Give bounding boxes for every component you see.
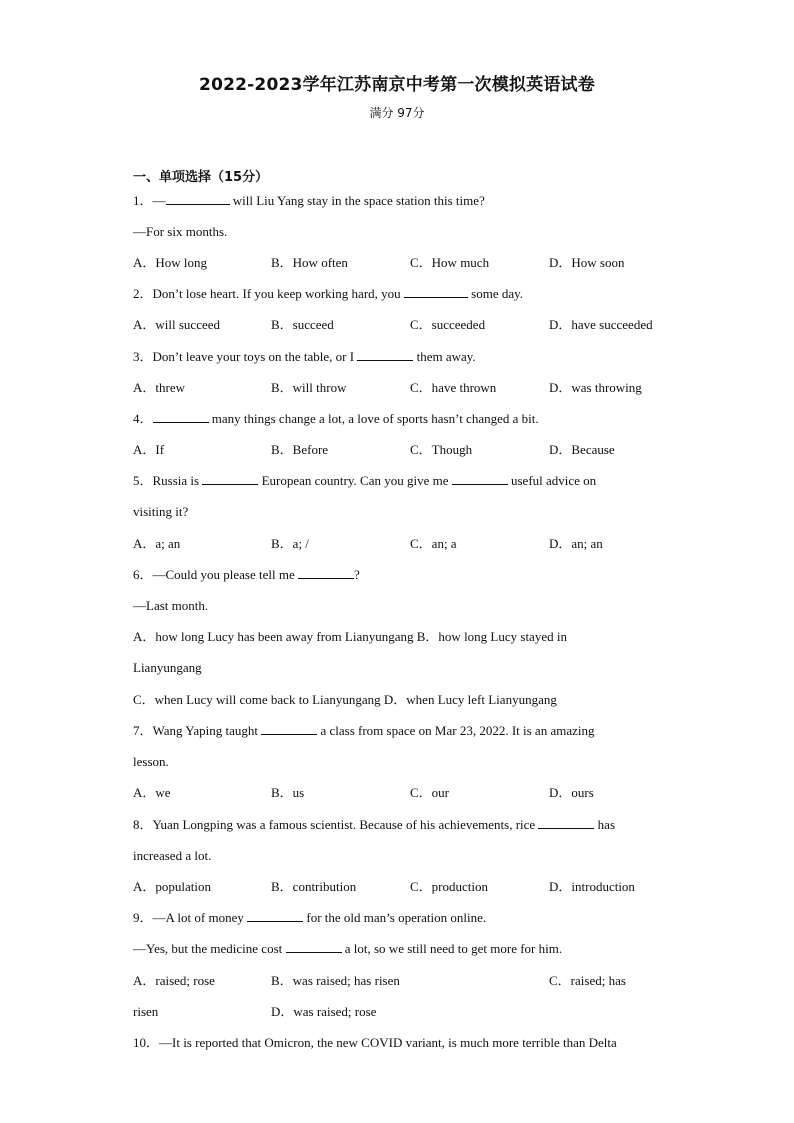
question-4-option-b: B．Before (271, 442, 329, 457)
question-3-stem: 3．Don’t leave your toys on the table, or I them away. (133, 349, 476, 364)
answer-blank (166, 192, 230, 205)
question-2-option-b: B．succeed (271, 317, 334, 332)
question-1-option-c: C．How much (410, 255, 490, 270)
question-7-stem-cont: lesson. (133, 754, 169, 769)
question-7-option-d: D．ours (549, 785, 594, 800)
question-1-option-b: B．How often (271, 255, 348, 270)
question-4-option-c: C．Though (410, 442, 473, 457)
question-6-options-cd: C．when Lucy will come back to Lianyungang D．when Lucy left Lianyungang (133, 692, 557, 707)
question-9-reply: —Yes, but the medicine cost a lot, so we still need to get more for him. (133, 941, 563, 956)
question-7-option-c: C．our (410, 785, 450, 800)
answer-blank (538, 816, 594, 829)
answer-blank (153, 410, 209, 423)
question-9-option-c: C．raised; has (549, 973, 626, 988)
question-5-stem: 5．Russia is European country. Can you give me useful advice on (133, 473, 597, 488)
question-2-stem: 2．Don’t lose heart. If you keep working hard, you some day. (133, 286, 524, 301)
answer-blank (261, 722, 317, 735)
question-8-stem-cont: increased a lot. (133, 848, 212, 863)
question-1-stem: 1．— will Liu Yang stay in the space station this time? (133, 193, 485, 208)
question-3-option-c: C．have thrown (410, 380, 497, 395)
question-8-option-d: D．introduction (549, 879, 635, 894)
question-1-option-a: A．How long (133, 255, 208, 270)
question-3-option-b: B．will throw (271, 380, 347, 395)
question-7-option-b: B．us (271, 785, 305, 800)
question-8-stem: 8．Yuan Longping was a famous scientist. Because of his achievements, rice has (133, 817, 616, 832)
question-1-option-d: D．How soon (549, 255, 625, 270)
question-5-option-c: C．an; a (410, 536, 457, 551)
question-9-option-c-cont: risen (133, 1004, 159, 1019)
answer-blank (247, 909, 303, 922)
question-7-option-a: A．we (133, 785, 171, 800)
question-2-option-c: C．succeeded (410, 317, 486, 332)
question-5-option-b: B．a; / (271, 536, 309, 551)
question-2-option-d: D．have succeeded (549, 317, 653, 332)
question-8-option-c: C．production (410, 879, 488, 894)
question-5-option-a: A．a; an (133, 536, 181, 551)
answer-blank (357, 348, 413, 361)
question-4-option-d: D．Because (549, 442, 615, 457)
question-10-stem: 10．—It is reported that Omicron, the new COVID variant, is much more terrible than Delta (133, 1035, 617, 1050)
answer-blank (286, 940, 342, 953)
answer-blank (452, 472, 508, 485)
question-9-stem: 9．—A lot of money for the old man’s operation online. (133, 910, 487, 925)
page-subtitle: 满分 97分 (369, 106, 425, 120)
question-9-option-a: A．raised; rose (133, 973, 215, 988)
question-7-stem: 7．Wang Yaping taught a class from space on Mar 23, 2022. It is an amazing (133, 723, 595, 738)
answer-blank (404, 285, 468, 298)
question-6-options-ab: A．how long Lucy has been away from Lianyungang B．how long Lucy stayed in (133, 629, 567, 644)
question-5-option-d: D．an; an (549, 536, 603, 551)
question-2-option-a: A．will succeed (133, 317, 221, 332)
question-5-stem-cont: visiting it? (133, 504, 189, 519)
question-9-option-b: B．was raised; has risen (271, 973, 400, 988)
question-3-option-d: D．was throwing (549, 380, 642, 395)
question-4-option-a: A．If (133, 442, 165, 457)
question-8-option-a: A．population (133, 879, 211, 894)
question-6-reply: —Last month. (133, 598, 209, 613)
question-9-option-d: D．was raised; rose (271, 1004, 377, 1019)
question-3-option-a: A．threw (133, 380, 185, 395)
question-1-reply: —For six months. (133, 224, 228, 239)
question-6-stem: 6．—Could you please tell me ? (133, 567, 360, 582)
question-8-option-b: B．contribution (271, 879, 357, 894)
page-title: 2022-2023学年江苏南京中考第一次模拟英语试卷 (199, 75, 595, 95)
question-6-options-ab-cont: Lianyungang (133, 660, 202, 675)
question-4-stem: 4． many things change a lot, a love of sports hasn’t changed a bit. (133, 411, 539, 426)
answer-blank (298, 566, 354, 579)
section-heading: 一、单项选择（15分） (133, 170, 269, 185)
answer-blank (202, 472, 258, 485)
